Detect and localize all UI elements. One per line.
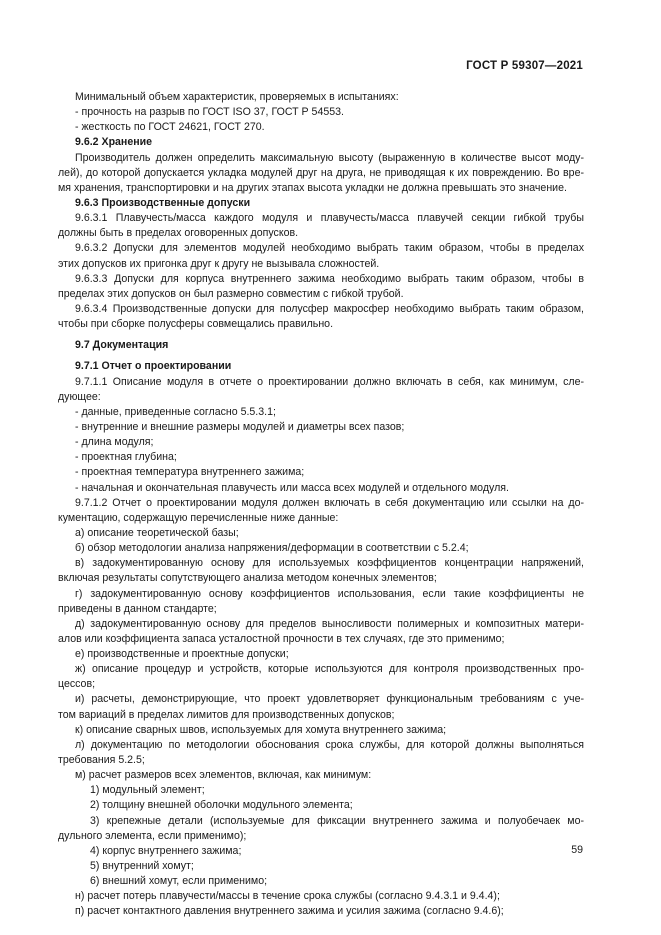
text-line: цессов; — [58, 678, 96, 691]
text-line: а) описание теоретической базы; — [75, 526, 239, 539]
text-line: включая результаты сопутствующего анализа методом конечных элементов; — [58, 572, 437, 585]
document-body — [58, 90, 584, 920]
text-line: - внутренние и внешние размеры модулей и диаметры всех пазов; — [75, 420, 405, 433]
text-line: мя хранения, транспортировки и на других этапах высота укладки не должна превышать это значение. — [58, 181, 567, 194]
text-line: 3) крепежные детали (используемые для фиксации внутреннего зажима и полуобечаек мо- — [90, 814, 584, 827]
text-line: 2) толщину внешней оболочки модульного элемента; — [90, 799, 353, 812]
text-line: 9.6.3.2 Допуски для элементов модулей необходимо выбрать таким образом, чтобы в пределах — [75, 242, 584, 255]
text-line: - длина модуля; — [75, 436, 154, 449]
text-line: п) расчет контактного давления внутреннего зажима и усилия зажима (согласно 9.4.6); — [75, 905, 504, 918]
text-line: 6) внешний хомут, если применимо; — [90, 875, 268, 888]
text-line: кументацию, содержащую перечисленные ниже данные: — [58, 511, 339, 524]
text-line: 9.7.1.1 Описание модуля в отчете о проектировании должно включать в себя, как минимум, сле- — [75, 375, 584, 388]
text-line: - жесткость по ГОСТ 24621, ГОСТ 270. — [75, 121, 265, 134]
text-line: д) задокументированную основу для пределов выносливости полимерных и композитных матери- — [75, 617, 584, 630]
text-line: 9.6.3.1 Плавучесть/масса каждого модуля и плавучесть/масса плавучей секции гибкой трубы — [75, 212, 584, 225]
text-line: ж) описание процедур и устройств, которые используются для контроля производственных про- — [75, 663, 584, 676]
text-line: этих допусков их пригонка друг к другу не вызывала сложностей. — [58, 257, 380, 270]
text-line: в) задокументированную основу для используемых коэффициентов концентрации напряжений, — [75, 557, 584, 570]
text-line: н) расчет потерь плавучести/массы в течение срока службы (согласно 9.4.3.1 и 9.4.4); — [75, 890, 500, 903]
text-line: г) задокументированную основу коэффициентов использования, если такие коэффициенты не — [75, 587, 584, 600]
text-line: том вариаций в пределах лимитов для производственных допусков; — [58, 708, 395, 721]
text-line: - прочность на разрыв по ГОСТ ISO 37, ГОСТ Р 54553. — [75, 106, 344, 119]
text-line: дульного элемента, если применимо); — [58, 829, 247, 842]
text-line: должны быть в пределах оговоренных допусков. — [58, 227, 299, 240]
text-line: и) расчеты, демонстрирующие, что проект удовлетворяет функциональным требованиям с уче- — [75, 693, 584, 706]
section-heading: 9.7.1 Отчет о проектировании — [75, 360, 232, 373]
section-heading: 9.6.2 Хранение — [75, 136, 153, 149]
text-line: 5) внутренний хомут; — [90, 860, 194, 873]
text-line: требования 5.2.5; — [58, 754, 145, 767]
document-header-id: ГОСТ Р 59307—2021 — [466, 60, 583, 72]
page-number: 59 — [571, 844, 583, 856]
text-line: - начальная и окончательная плавучесть или масса всех модулей и отдельного модуля. — [75, 481, 509, 494]
text-line: дующее: — [58, 390, 101, 403]
text-line: пределах этих допусков он был размерно совместим с гибкой трубой. — [58, 287, 404, 300]
text-line: лей), до которой допускается укладка модулей друг на друга, не приводящая к их повреждению. Во вре- — [58, 166, 584, 179]
section-heading: 9.7 Документация — [75, 339, 169, 352]
text-line: 9.6.3.3 Допуски для корпуса внутреннего зажима необходимо выбрать таким образом, чтобы в — [75, 272, 584, 285]
text-line: приведены в данном стандарте; — [58, 602, 217, 615]
text-line: чтобы при сборке полусферы совмещались правильно. — [58, 318, 334, 331]
text-line: 4) корпус внутреннего зажима; — [90, 844, 242, 857]
text-line: м) расчет размеров всех элементов, включая, как минимум: — [75, 769, 372, 782]
text-line: л) документацию по методологии обоснования срока службы, для которой должны выполняться — [75, 738, 584, 751]
text-line: - данные, приведенные согласно 5.5.3.1; — [75, 405, 276, 418]
text-line: б) обзор методологии анализа напряжения/деформации в соответствии с 5.2.4; — [75, 542, 469, 555]
text-line: Производитель должен определить максимальную высоту (выраженную в количестве высот моду- — [75, 151, 584, 164]
text-line: алов или коэффициента запаса усталостной прочности в тех случаях, где это применимо; — [58, 632, 505, 645]
text-line: - проектная глубина; — [75, 451, 177, 464]
text-line: 1) модульный элемент; — [90, 784, 205, 797]
text-line: - проектная температура внутреннего зажима; — [75, 466, 305, 479]
text-line: 9.6.3.4 Производственные допуски для полусфер макросфер необходимо выбрать таким образом, — [75, 302, 584, 315]
section-heading: 9.6.3 Производственные допуски — [75, 196, 251, 209]
text-line: к) описание сварных швов, используемых для хомута внутреннего зажима; — [75, 723, 447, 736]
text-line: е) производственные и проектные допуски; — [75, 648, 289, 661]
text-line: 9.7.1.2 Отчет о проектировании модуля должен включать в себя документацию или ссылки на до- — [75, 496, 584, 509]
text-line: Минимальный объем характеристик, проверяемых в испытаниях: — [75, 91, 399, 103]
